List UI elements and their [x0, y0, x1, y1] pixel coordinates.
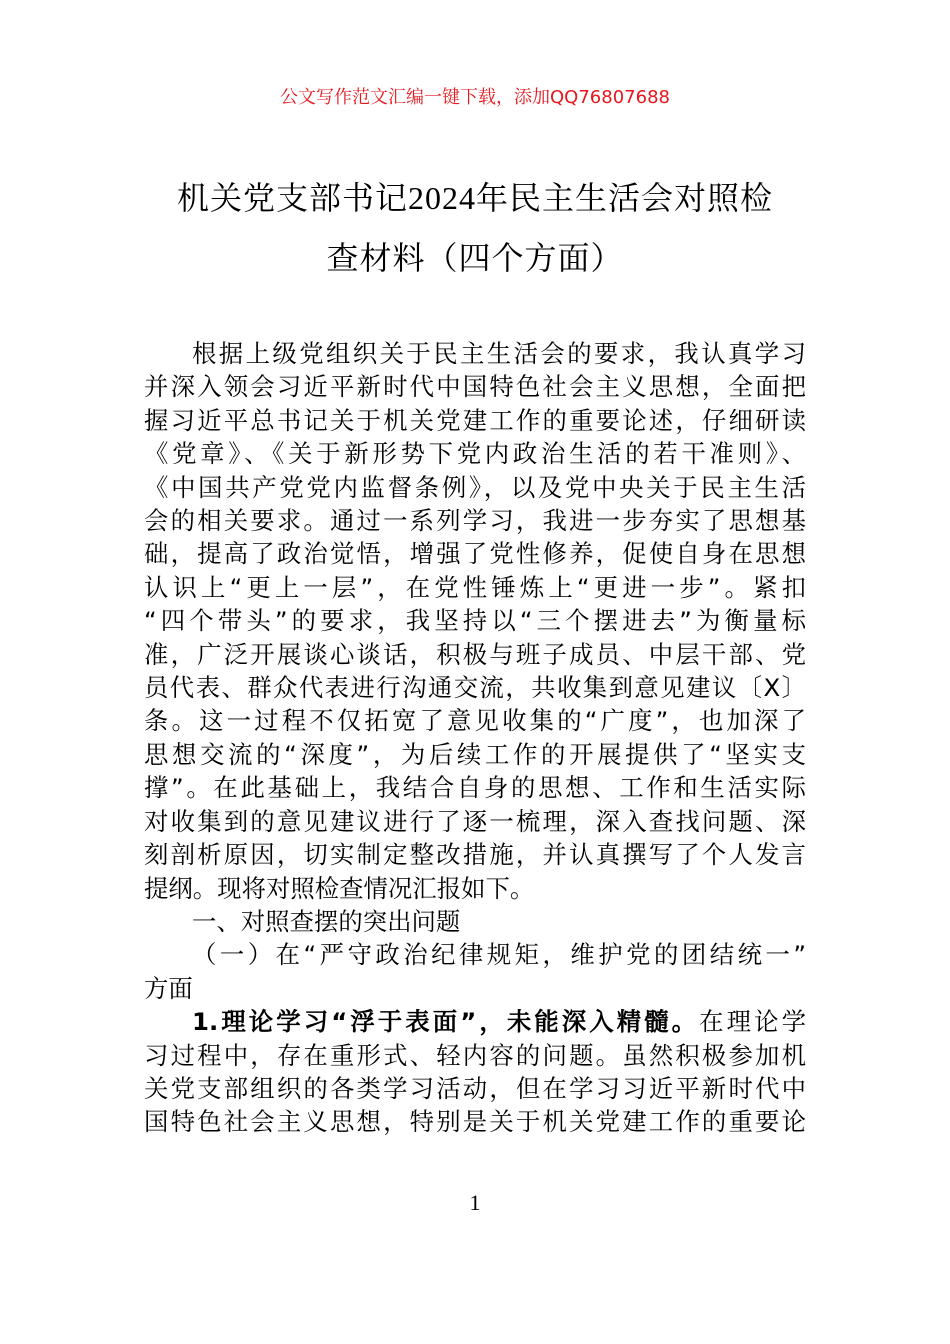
text-line: 条。这一过程不仅拓宽了意见收集的“广度”，也加深了 [144, 706, 806, 736]
document-title [145, 168, 805, 288]
text-line: 会的相关要求。通过一系列学习，我进一步夯实了思想基 [144, 506, 806, 536]
point-paragraph [144, 1005, 806, 1139]
title-year: 2024 [408, 180, 476, 216]
text-line: “四个带头”的要求，我坚持以“三个摆进去”为衡量标 [144, 606, 806, 636]
text-line: 提纲。现将对照检查情况汇报如下。 [144, 873, 535, 903]
text-line: 《党章》、《关于新形势下党内政治生活的若干准则》、 [144, 439, 806, 469]
point-heading: 1.理论学习“浮于表面”，未能深入精髓。 [192, 1007, 700, 1037]
watermark-header: 公文写作范文汇编一键下载，添加QQ76807688 [280, 87, 670, 108]
title-line-1 [145, 168, 805, 228]
text-line: 并深入领会习近平新时代中国特色社会主义思想，全面把 [144, 372, 806, 402]
text-line: 刻剖析原因，切实制定整改措施，并认真撰写了个人发言 [144, 840, 806, 870]
text-line: 认识上“更上一层”，在党性锤炼上“更进一步”。紧扣 [144, 572, 806, 602]
text-line: 撑”。在此基础上，我结合自身的思想、工作和生活实际 [144, 773, 806, 803]
section-heading: 一、对照查摆的突出问题 [192, 906, 461, 936]
text-line: 准，广泛开展谈心谈话，积极与班子成员、中层干部、党 [144, 639, 806, 669]
subsection-heading-cont: 方面 [144, 973, 193, 1003]
text-line: 员代表、群众代表进行沟通交流，共收集到意见建议〔X〕 [144, 673, 806, 703]
page-number: 1 [469, 1190, 481, 1215]
text-line [144, 1005, 806, 1038]
text-line: 习过程中，存在重形式、轻内容的问题。虽然积极参加机 [144, 1040, 806, 1070]
text-line: 对收集到的意见建议进行了逐一梳理，深入查找问题、深 [144, 806, 806, 836]
title-text: 机关党支部书记 [176, 179, 408, 217]
intro-paragraph [144, 337, 806, 905]
point-text: 在理论学 [699, 1007, 806, 1037]
text-line: 《中国共产党党内监督条例》，以及党中央关于民主生活 [144, 472, 806, 502]
title-line-2: 查材料（四个方面） [326, 239, 624, 277]
text-line: 思想交流的“深度”，为后续工作的开展提供了“坚实支 [144, 739, 806, 769]
subsection-heading: （一）在“严守政治纪律规矩，维护党的团结统一” [192, 940, 806, 970]
document-body [144, 337, 806, 1139]
text-line: 根据上级党组织关于民主生活会的要求，我认真学习 [192, 339, 806, 368]
text-line: 关党支部组织的各类学习活动，但在学习习近平新时代中 [144, 1073, 806, 1103]
text-line: 国特色社会主义思想，特别是关于机关党建工作的重要论 [144, 1107, 806, 1137]
text-line: 握习近平总书记关于机关党建工作的重要论述，仔细研读 [144, 405, 806, 435]
title-text: 年民主生活会对照检 [476, 179, 774, 217]
text-line: 础，提高了政治觉悟，增强了党性修养，促使自身在思想 [144, 539, 806, 569]
